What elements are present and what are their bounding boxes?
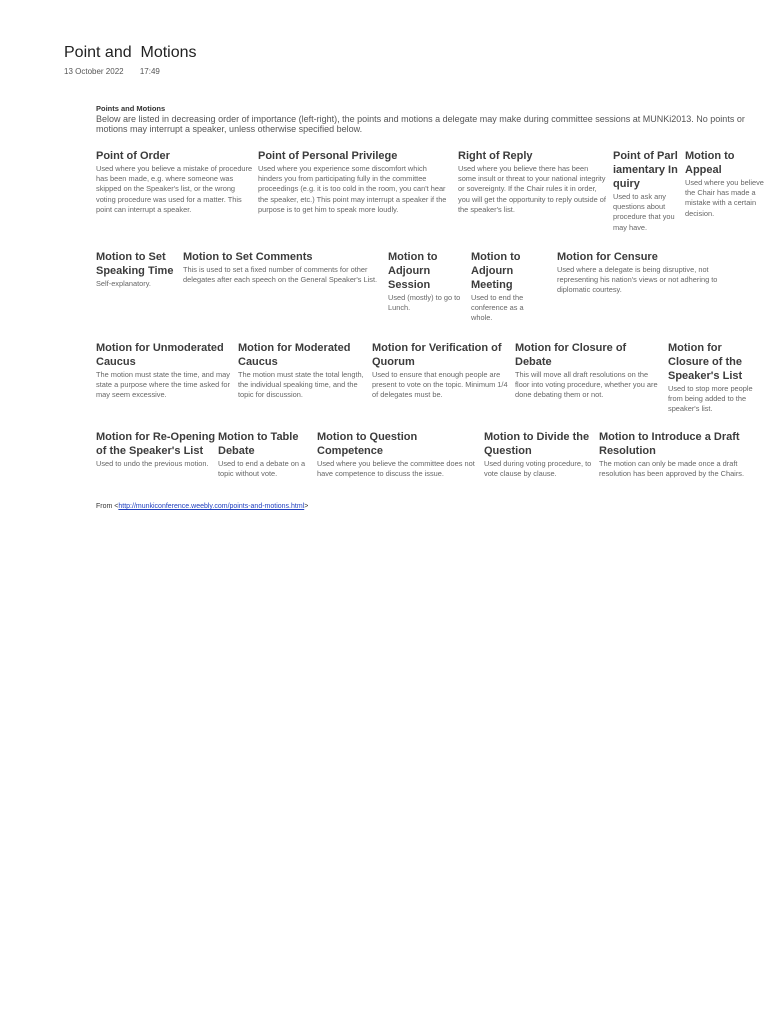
motion-title: Motion for Verification of Quorum — [372, 342, 502, 368]
motion-description: Used during voting procedure, to vote clause by clause. — [484, 459, 592, 479]
motion-title: Motion for Re-Opening of the Speaker's List — [96, 431, 216, 457]
motion-card — [599, 430, 764, 479]
source-suffix: > — [304, 503, 309, 510]
note-meta — [64, 67, 174, 76]
motion-card — [96, 250, 178, 289]
motion-title: Motion for Closure of Debate — [515, 342, 627, 368]
motion-card — [258, 149, 453, 215]
motion-card — [96, 341, 230, 401]
motion-title: Motion to Appeal — [685, 150, 735, 176]
motion-card — [557, 250, 747, 296]
motion-description: This is used to set a fixed number of comments for other delegates after each speech on the General Speaker's List. — [183, 265, 378, 285]
motion-title: Motion for Unmoderated Caucus — [96, 342, 224, 368]
motion-title: Point of Personal Privilege — [258, 150, 398, 162]
motion-title: Right of Reply — [458, 150, 533, 162]
motion-card — [484, 430, 593, 479]
motion-card — [613, 149, 679, 233]
motion-description: The motion must state the total length, the individual speaking time, and the topic for discussion. — [238, 370, 364, 400]
motion-card — [515, 341, 664, 401]
motion-card — [218, 430, 312, 479]
motion-card — [388, 250, 464, 313]
motion-card — [372, 341, 508, 401]
motion-description: Used where you believe there has been some insult or threat to your national integrity or sovereignty. If the Chair rules it in order, you will get the opportunity to reply outside of the speaker's list. — [458, 164, 606, 214]
motion-card — [685, 149, 764, 219]
motion-description: Used to ensure that enough people are present to vote on the topic. Minimum 1/4 of delegates must be. — [372, 370, 508, 400]
section-title: Points and Motions — [96, 104, 166, 113]
motion-description: Used where you believe the committee does not have competence to discuss the issue. — [317, 459, 475, 479]
motion-title: Motion to Adjourn Meeting — [471, 251, 521, 291]
page-title: Point and Motions — [64, 44, 197, 61]
motion-title: Point of Parliamentary Inquiry — [613, 150, 678, 190]
motion-description: Self-explanatory. — [96, 279, 151, 288]
motion-title: Motion to Question Competence — [317, 431, 418, 457]
motion-card — [458, 149, 608, 215]
motion-card — [96, 149, 253, 215]
motion-title: Point of Order — [96, 150, 170, 162]
motion-card — [317, 430, 480, 479]
note-time: 17:49 — [139, 67, 160, 76]
motion-title: Motion to Set Speaking Time — [96, 251, 174, 277]
motion-title: Motion to Divide the Question — [484, 431, 590, 457]
source-prefix: From < — [96, 503, 119, 510]
motion-title: Motion for Moderated Caucus — [238, 342, 351, 368]
motion-description: Used to ask any questions about procedure that you may have. — [613, 192, 675, 232]
motion-description: Used where a delegate is being disruptive, not representing his nation's views or not adhering to diplomatic courtesy. — [557, 265, 718, 295]
motion-description: Used where you experience some discomfort which hinders you from participating fully in the committee proceedings (e.g. it is too cold in the room, you can't hear the speaker, etc.) This point may interrupt a speaker if the purpose is to get him to speak more loudly. — [258, 164, 447, 214]
motion-card — [96, 430, 216, 469]
motion-title: Motion to Table Debate — [218, 431, 299, 457]
source-line — [96, 503, 308, 510]
note-date: 13 October 2022 — [64, 67, 124, 76]
motion-title: Motion to Introduce a Draft Resolution — [599, 431, 740, 457]
motion-description: The motion can only be made once a draft resolution has been approved by the Chairs. — [599, 459, 745, 479]
motion-card — [183, 250, 383, 285]
motion-card — [238, 341, 365, 401]
motion-description: Used to stop more people from being added to the speaker's list. — [668, 384, 753, 414]
motion-title: Motion for Censure — [557, 251, 658, 263]
motion-description: Used to end the conference as a whole. — [471, 293, 524, 323]
motion-description: Used to end a debate on a topic without vote. — [218, 459, 306, 479]
source-link[interactable]: http://munkiconference.weebly.com/points-and-motions.html — [118, 503, 305, 510]
motion-description: Used to undo the previous motion. — [96, 459, 209, 468]
motion-description: This will move all draft resolutions on the floor into voting procedure, whether you are done debating them or not. — [515, 370, 658, 400]
motion-description: Used where you believe the Chair has made a mistake with a certain decision. — [685, 178, 764, 218]
motion-card — [668, 341, 764, 415]
section-intro: Below are listed in decreasing order of importance (left-right), the points and motions a delegate may make during committee sessions at MUNKi2013. No points or motions may interrupt a speaker, unless otherwise specified below. — [96, 114, 745, 134]
motion-title: Motion for Closure of the Speaker's List — [668, 342, 743, 382]
motion-description: The motion must state the time, and may state a purpose where the time asked for may seem excessive. — [96, 370, 230, 400]
motion-title: Motion to Set Comments — [183, 251, 313, 263]
motion-description: Used (mostly) to go to Lunch. — [388, 293, 461, 313]
motion-title: Motion to Adjourn Session — [388, 251, 438, 291]
motion-description: Used where you believe a mistake of procedure has been made, e.g. where someone was skipped on the Speaker's list, or the wrong voting procedure was used for a matter. This point can interrupt a speaker. — [96, 164, 253, 214]
motion-card — [471, 250, 539, 324]
